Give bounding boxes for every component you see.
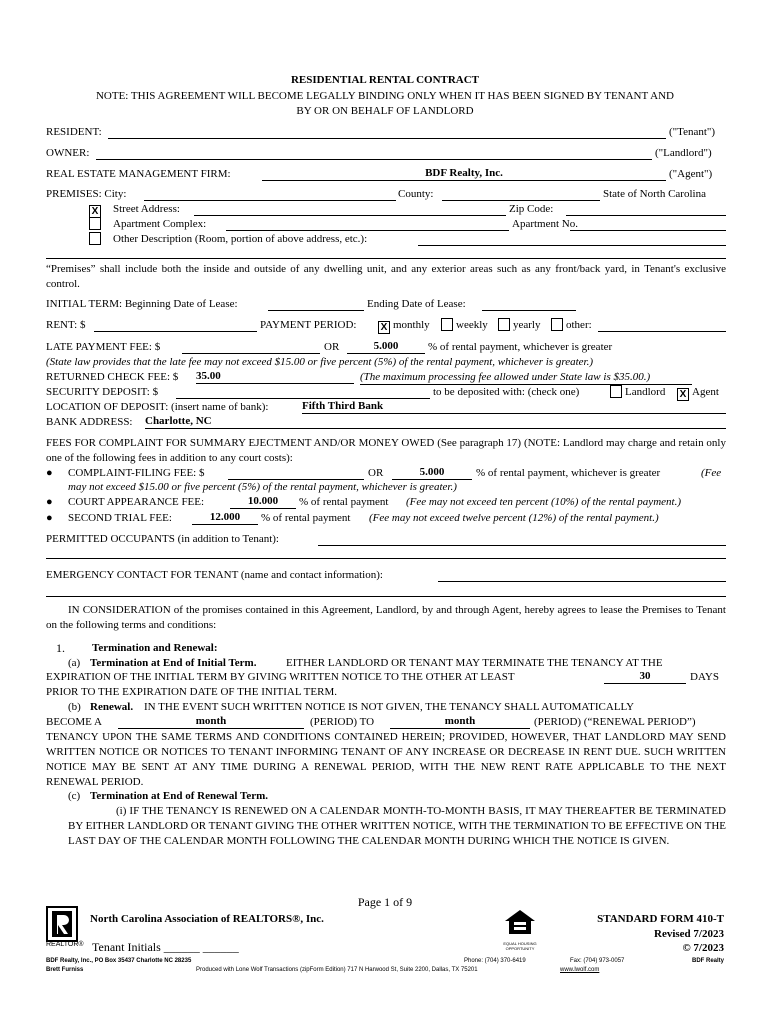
other-checkbox[interactable] — [551, 318, 563, 334]
initial-term-label: INITIAL TERM: Beginning Date of Lease: — [46, 298, 238, 310]
occupants-label: PERMITTED OCCUPANTS (in addition to Tenant): — [46, 533, 279, 545]
s1a-text-1: EITHER LANDLORD OR TENANT MAY TERMINATE THE TENANCY AT THE — [286, 657, 663, 669]
other-desc-checkbox[interactable] — [89, 232, 101, 248]
s1b-to: (PERIOD) TO — [310, 716, 375, 728]
complaint-fee-note-a: (Fee — [701, 467, 722, 479]
broker-name-right: BDF Realty — [691, 958, 724, 964]
court-fee-label: COURT APPEARANCE FEE: — [68, 496, 205, 508]
other-label: other: — [566, 319, 592, 331]
payment-period-label: PAYMENT PERIOD: — [260, 319, 357, 331]
emergency-field[interactable] — [438, 568, 726, 582]
agent-deposit-label: Agent — [692, 386, 719, 398]
complaint-fee-or: OR — [368, 467, 384, 479]
s1b-become: BECOME A — [46, 716, 102, 728]
deposit-location-label: LOCATION OF DEPOSIT: (insert name of bank): — [46, 401, 269, 413]
binding-note: NOTE: THIS AGREEMENT WILL BECOME LEGALLY BINDING ONLY WHEN IT HAS BEEN SIGNED BY TENANT AND — [95, 90, 674, 102]
bank-address-field[interactable]: Charlotte, NC — [145, 415, 726, 429]
lwolf-link[interactable]: www.lwolf.com — [560, 967, 600, 973]
state-label: State of North Carolina — [603, 188, 706, 200]
court-fee-text: % of rental payment — [299, 496, 389, 508]
apt-no-field[interactable] — [570, 217, 726, 231]
footer-association: North Carolina Association of REALTORS®, Inc. — [90, 913, 324, 925]
premises-definition: “Premises” shall include both the inside and outside of any dwelling unit, and any exterior areas such as any front/back yard, in Tenant's exclusive control. — [46, 263, 726, 290]
complaint-fee-label: COMPLAINT-FILING FEE: $ — [68, 467, 205, 479]
apt-complex-checkbox[interactable] — [89, 217, 101, 233]
returned-check-note: (The maximum processing fee allowed under State law is $35.00.) — [360, 371, 651, 383]
county-label: County: — [398, 188, 434, 200]
s1c-lead: (c) — [68, 790, 81, 802]
produced-with: Produced with Lone Wolf Transactions (zipForm Edition) 717 N Harwood St, Suite 2200, Dallas, TX 75201 — [196, 967, 478, 973]
weekly-label: weekly — [456, 319, 488, 331]
agent-name: Brett Furniss — [46, 967, 84, 973]
apt-no-label: Apartment No. — [512, 218, 578, 230]
fees-intro: FEES FOR COMPLAINT FOR SUMMARY EJECTMENT AND/OR MONEY OWED (See paragraph 17) (NOTE: Landlord may charge and retain only one of the following fees in addition to any court costs): — [46, 437, 726, 464]
tenant-initials[interactable]: Tenant Initials ______ ______ — [92, 940, 239, 954]
deposit-location-field[interactable]: Fifth Third Bank — [302, 400, 726, 414]
late-fee-pct-field[interactable]: 5.000 — [347, 340, 425, 354]
agent-deposit-checkbox[interactable]: X — [677, 385, 689, 401]
apt-complex-field[interactable] — [226, 217, 509, 231]
weekly-checkbox[interactable] — [441, 318, 453, 334]
rent-field[interactable] — [94, 318, 257, 332]
firm-field[interactable]: BDF Realty, Inc. — [262, 167, 666, 181]
court-fee-note: (Fee may not exceed ten percent (10%) of the rental payment.) — [406, 496, 681, 508]
equal-housing-text: EQUAL HOUSING OPPORTUNITY — [503, 941, 537, 951]
second-trial-text: % of rental payment — [261, 512, 351, 524]
form-name: STANDARD FORM 410-T — [597, 913, 724, 925]
late-fee-field[interactable] — [182, 340, 320, 354]
complaint-fee-field[interactable] — [228, 466, 364, 480]
city-field[interactable] — [144, 187, 396, 201]
emergency-line-2[interactable] — [46, 596, 726, 597]
security-deposit-field[interactable] — [176, 385, 430, 399]
broker-address: BDF Realty, Inc., PO Box 35437 Charlotte NC 28235 — [46, 958, 192, 964]
agent-suffix: ("Agent") — [669, 168, 713, 180]
tenant-suffix: ("Tenant") — [669, 126, 716, 138]
late-fee-note: (State law provides that the late fee may not exceed $15.00 or five percent (5%) of the rental payment, whichever is greater.) — [46, 356, 593, 368]
s1a-text-3: PRIOR TO THE EXPIRATION DATE OF THE INITIAL TERM. — [46, 686, 337, 698]
complaint-fee-text: % of rental payment, whichever is greater — [476, 467, 661, 479]
section-1-title: Termination and Renewal: — [92, 642, 218, 654]
zip-field[interactable] — [566, 202, 726, 216]
bullet-icon: ● — [46, 496, 53, 508]
second-trial-label: SECOND TRIAL FEE: — [68, 512, 172, 524]
landlord-suffix: ("Landlord") — [655, 147, 712, 159]
county-field[interactable] — [442, 187, 600, 201]
yearly-label: yearly — [513, 319, 541, 331]
second-trial-pct-field[interactable]: 12.000 — [192, 511, 258, 525]
other-period-field[interactable] — [598, 318, 726, 332]
equal-housing-logo-icon — [500, 908, 540, 951]
ending-date-label: Ending Date of Lease: — [367, 298, 466, 310]
landlord-deposit-checkbox[interactable] — [610, 385, 622, 401]
other-desc-line-2[interactable] — [46, 258, 726, 259]
firm-label: REAL ESTATE MANAGEMENT FIRM: — [46, 168, 231, 180]
section-1-number: 1. — [56, 641, 65, 655]
s1c-text: (i) IF THE TENANCY IS RENEWED ON A CALENDAR MONTH-TO-MONTH BASIS, IT MAY THEREAFTER BE TERMINATED BY EITHER LANDLORD OR TENANT GIVING THE OTHER WRITTEN NOTICE, WITH THE TERMINATION TO BE EFFECTIVE ON THE LAST DAY OF THE CALENDAR MONTH FOLLOWING THE CALENDAR MONTH DURING WHICH THE NOTICE IS GIVEN. — [68, 805, 726, 847]
premises-city-label: PREMISES: City: — [46, 188, 127, 200]
s1a-days-field[interactable]: 30 — [604, 670, 686, 684]
consideration-paragraph: IN CONSIDERATION of the promises contained in this Agreement, Landlord, by and through Agent, hereby agrees to lease the Premises to Tenant on the following terms and conditions: — [46, 604, 726, 631]
complaint-fee-pct-field[interactable]: 5.000 — [392, 466, 472, 480]
late-fee-or: OR — [324, 341, 340, 353]
form-copyright: © 7/2023 — [682, 942, 724, 954]
monthly-label: monthly — [393, 319, 430, 331]
street-checkbox[interactable]: X — [89, 202, 101, 218]
bullet-icon: ● — [46, 467, 53, 479]
broker-phone: Phone: (704) 370-6419 — [464, 958, 526, 964]
landlord-deposit-label: Landlord — [625, 386, 666, 398]
s1b-text-1: IN THE EVENT SUCH WRITTEN NOTICE IS NOT GIVEN, THE TENANCY SHALL AUTOMATICALLY — [144, 701, 635, 713]
emergency-label: EMERGENCY CONTACT FOR TENANT (name and contact information): — [46, 569, 383, 581]
s1a-lead: (a) — [68, 657, 81, 669]
other-desc-field[interactable] — [418, 232, 726, 246]
apt-complex-label: Apartment Complex: — [113, 218, 207, 230]
complaint-fee-note-b: may not exceed $15.00 or five percent (5%) of the rental payment, whichever is greater.) — [68, 481, 457, 493]
s1a-days-label: DAYS — [690, 671, 719, 683]
s1b-text-2: TENANCY UPON THE SAME TERMS AND CONDITIONS CONTAINED HEREIN; PROVIDED, HOWEVER, THAT LANDLORD MAY SEND WRITTEN NOTICE OR NOTICES TO TENANT INFORMING TENANT OF ANY INCREASE OR DECREASE IN RENT DUE. SUCH WRITTEN NOTICE MAY BE SENT AT ANY TIME DURING A RENEWAL PERIOD, WITH THE NEW RENT RATE APPLICABLE TO THE NEXT RENEWAL PERIOD. — [46, 731, 726, 788]
late-fee-label: LATE PAYMENT FEE: $ — [46, 341, 161, 353]
bullet-icon: ● — [46, 512, 53, 524]
beginning-date-field[interactable] — [268, 297, 364, 311]
other-desc-label: Other Description (Room, portion of above address, etc.): — [113, 233, 368, 245]
s1b-period-1-field[interactable]: month — [118, 715, 304, 729]
yearly-checkbox[interactable] — [498, 318, 510, 334]
street-label: Street Address: — [113, 203, 180, 215]
zip-label: Zip Code: — [509, 203, 554, 215]
returned-check-field[interactable]: 35.00 — [196, 370, 354, 384]
resident-label: RESIDENT: — [46, 126, 102, 138]
s1b-period-2-field[interactable]: month — [390, 715, 530, 729]
street-field[interactable] — [194, 202, 506, 216]
deposited-with-label: to be deposited with: (check one) — [433, 386, 580, 398]
s1c-title: Termination at End of Renewal Term. — [90, 790, 269, 802]
binding-note-2: BY OR ON BEHALF OF LANDLORD — [296, 105, 474, 117]
s1a-text-2: EXPIRATION OF THE INITIAL TERM BY GIVING WRITTEN NOTICE TO THE OTHER AT LEAST — [46, 671, 515, 683]
rent-label: RENT: $ — [46, 319, 86, 331]
occupants-field[interactable] — [318, 532, 726, 546]
monthly-checkbox[interactable]: X — [378, 318, 390, 334]
page-number: Page 1 of 9 — [357, 895, 413, 909]
document-title: RESIDENTIAL RENTAL CONTRACT — [290, 74, 480, 86]
owner-field[interactable] — [96, 146, 652, 160]
realtor-wordmark: REALTOR® — [46, 941, 84, 948]
ending-date-field[interactable] — [482, 297, 576, 311]
court-fee-pct-field[interactable]: 10.000 — [230, 495, 296, 509]
late-fee-text: % of rental payment, whichever is greater — [428, 341, 613, 353]
s1a-title: Termination at End of Initial Term. — [90, 657, 257, 669]
broker-fax: Fax: (704) 973-0057 — [570, 958, 625, 964]
second-trial-note: (Fee may not exceed twelve percent (12%) of the rental payment.) — [369, 512, 659, 524]
returned-check-label: RETURNED CHECK FEE: $ — [46, 371, 179, 383]
resident-field[interactable] — [108, 125, 666, 139]
form-revised: Revised 7/2023 — [654, 928, 724, 940]
security-deposit-label: SECURITY DEPOSIT: $ — [46, 386, 159, 398]
owner-label: OWNER: — [46, 147, 90, 159]
occupants-line-2[interactable] — [46, 558, 726, 559]
s1b-lead: (b) — [68, 701, 81, 713]
bank-address-label: BANK ADDRESS: — [46, 416, 133, 428]
s1b-renewal-period: (PERIOD) (“RENEWAL PERIOD”) — [534, 716, 696, 728]
s1b-title: Renewal. — [90, 701, 134, 713]
